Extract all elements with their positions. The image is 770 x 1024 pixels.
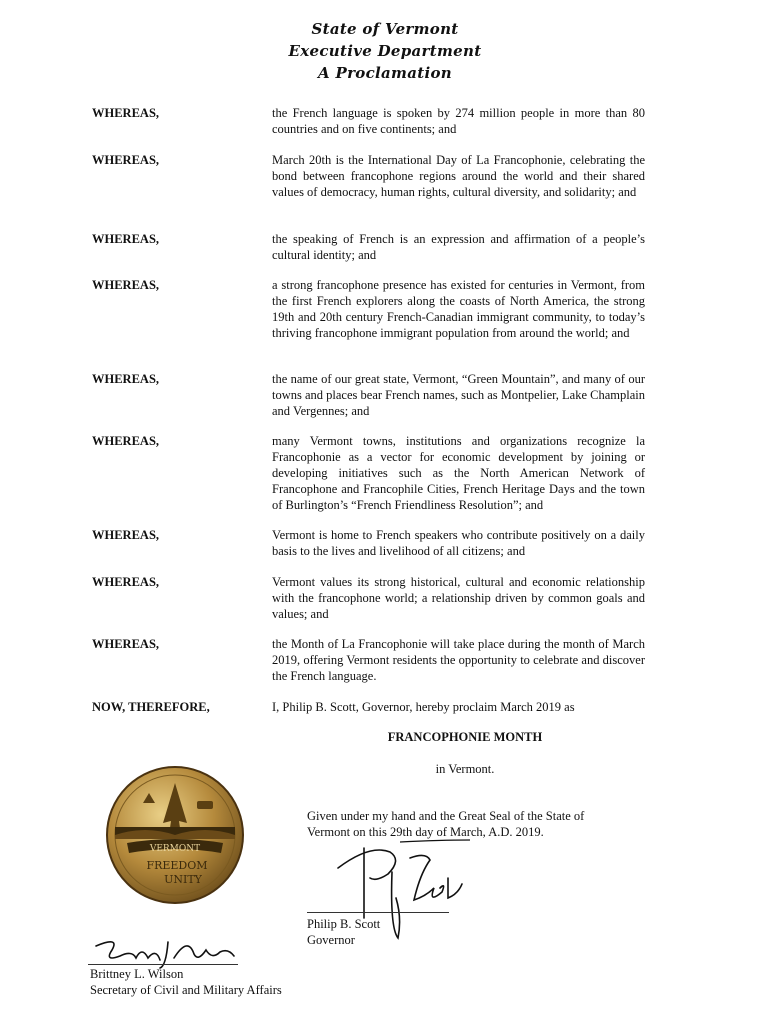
secretary-signature-line — [88, 964, 238, 965]
clause-text: the speaking of French is an expression and affirmation of a people’s cultural identity; and — [272, 232, 645, 262]
clause-label: WHEREAS, — [92, 153, 160, 167]
clause-label: WHEREAS, — [92, 278, 160, 292]
clause-label: WHEREAS, — [92, 372, 160, 386]
clause-text: March 20th is the International Day of La Francophonie, celebrating the bond between francophone regions around the world and their shared values of democracy, human rights, cultural diversity, and solidarity; and — [272, 153, 645, 199]
proclaimed-title: FRANCOPHONIE MONTH — [387, 730, 543, 744]
clause-text: Vermont is home to French speakers who contribute positively on a daily basis to the lives and livelihood of all citizens; and — [272, 528, 645, 558]
seal-motto-unity: UNITY — [164, 873, 202, 886]
seal-motto-freedom: FREEDOM — [146, 859, 208, 872]
seal-state-text: VERMONT — [149, 844, 201, 854]
clause-text: the Month of La Francophonie will take place during the month of March 2019, offering Vermont residents the opportunity to celebrate and discover the French language. — [272, 637, 645, 683]
clause-label: WHEREAS, — [92, 434, 160, 448]
clause-label: WHEREAS, — [92, 232, 160, 246]
governor-name: Philip B. Scott — [307, 917, 381, 931]
clause-text: the name of our great state, Vermont, “Green Mountain”, and many of our towns and places bear French names, such as Montpelier, Lake Champlain and Vergennes; and — [272, 372, 645, 418]
clause-text: the French language is spoken by 274 million people in more than 80 countries and on five continents; and — [272, 106, 645, 136]
given-statement: Given under my hand and the Great Seal of the State of Vermont on this 29th day of March, A.D. 2019. — [307, 809, 585, 839]
clause-label: NOW, THEREFORE, — [92, 700, 210, 714]
clause-label: WHEREAS, — [92, 637, 160, 651]
proclamation-header — [0, 18, 770, 84]
great-seal-image — [105, 765, 245, 905]
clause-text: I, Philip B. Scott, Governor, hereby proclaim March 2019 as — [272, 700, 575, 714]
proclaimed-location: in Vermont. — [435, 762, 495, 776]
clause-label: WHEREAS, — [92, 575, 160, 589]
proclamation-title: A Proclamation — [318, 64, 452, 82]
clause-text: Vermont values its strong historical, cultural and economic relationship with the francophone world; a relationship driven by common goals and values; and — [272, 575, 645, 621]
clause-label: WHEREAS, — [92, 106, 160, 120]
clause-text: a strong francophone presence has existed for centuries in Vermont, from the first French explorers along the coasts of North America, the strong 19th and 20th century French-Canadian immigrant community, to today’s thriving francophone immigrant population from around the world; and — [272, 278, 645, 340]
secretary-name: Brittney L. Wilson — [90, 967, 184, 981]
secretary-title: Secretary of Civil and Military Affairs — [90, 983, 282, 997]
governor-signature-line — [307, 912, 449, 913]
clause-text: many Vermont towns, institutions and organizations recognize la Francophonie as a vector for economic development by joining or developing initiatives such as the North American Network of Francophone and Francophile Cities, French Heritage Days and the town of Burlington’s “French Friendliness Resolution”; and — [272, 434, 645, 512]
department-title: Executive Department — [288, 42, 482, 60]
clause-label: WHEREAS, — [92, 528, 160, 542]
state-title: State of Vermont — [311, 20, 459, 38]
governor-title: Governor — [307, 933, 355, 947]
